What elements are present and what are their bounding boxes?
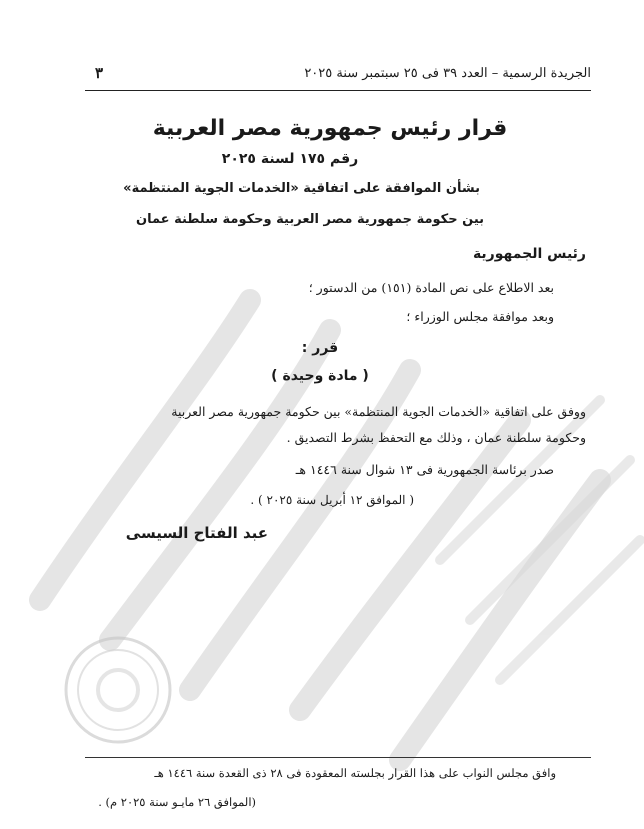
article-heading: ( مادة وحيدة ) (271, 368, 369, 384)
article-body-line-1: ووفق على اتفاقية «الخدمات الجوية المنتظمة» بين حكومة جمهورية مصر العربية (171, 404, 586, 419)
decree-subject: بشأن الموافقة على اتفاقية «الخدمات الجوية المنتظمة» (123, 181, 480, 196)
header-divider (85, 90, 591, 91)
preamble-line-constitution: بعد الاطلاع على نص المادة (١٥١) من الدستور ؛ (308, 280, 554, 295)
president-heading: رئيس الجمهورية (472, 246, 586, 262)
preamble-line-cabinet: وبعد موافقة مجلس الوزراء ؛ (406, 309, 554, 324)
header-title: الجريدة الرسمية – العدد ٣٩ فى ٢٥ سبتمبر سنة ٢٠٢٥ (304, 66, 591, 81)
footnote-divider (85, 757, 591, 758)
decided-heading: قرر : (301, 340, 339, 356)
decree-parties: بين حكومة جمهورية مصر العربية وحكومة سلطنة عمان (135, 212, 485, 227)
gazette-header (85, 64, 591, 88)
footnote-line-1: وافق مجلس النواب على هذا القرار بجلسته المعقودة فى ٢٨ ذى القعدة سنة ١٤٤٦ هـ (154, 766, 556, 780)
article-body-line-2: وحكومة سلطنة عمان ، وذلك مع التحفظ بشرط التصديق . (286, 430, 586, 445)
decree-title: قرار رئيس جمهورية مصر العربية (152, 116, 508, 141)
ministry-seal (66, 638, 170, 742)
president-signature: عبد الفتاح السيسى (125, 524, 268, 542)
gregorian-date: ( الموافق ١٢ أبريل سنة ٢٠٢٥ ) . (250, 493, 414, 507)
issued-date: صدر برئاسة الجمهورية فى ١٣ شوال سنة ١٤٤٦ هـ (295, 462, 554, 477)
decree-number: رقم ١٧٥ لسنة ٢٠٢٥ (221, 151, 359, 167)
footnote-line-2: (الموافق ٢٦ مايـو سنة ٢٠٢٥ م) . (98, 795, 256, 809)
page-number: ٣ (95, 64, 104, 82)
